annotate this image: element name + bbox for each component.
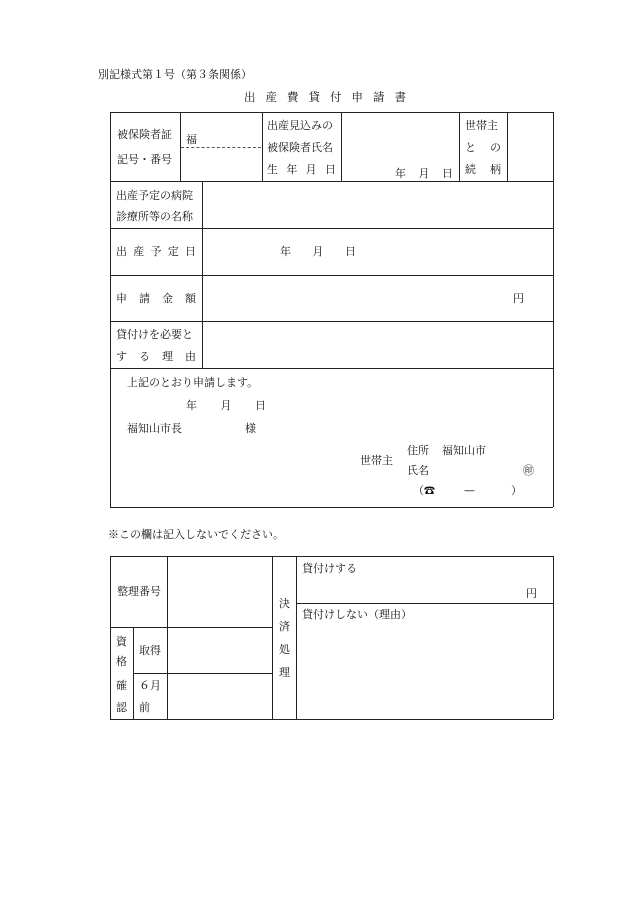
expected-label-2: 被保険者氏名	[267, 141, 333, 154]
page-title: 出産費貸付申請書	[244, 90, 416, 104]
insured-card-number-field[interactable]	[184, 150, 258, 178]
birthdate-label: 生 年 月 日	[267, 163, 336, 176]
address-value: 福知山市	[442, 444, 486, 457]
acquired-field[interactable]	[171, 631, 269, 669]
six-months-label-2: 前	[139, 701, 150, 714]
six-months-field[interactable]	[171, 677, 269, 715]
relation-label-2: と の	[465, 141, 501, 154]
addressee: 福知山市長	[127, 422, 182, 435]
no-lend-reason-field[interactable]	[302, 626, 548, 715]
reason-field[interactable]	[206, 325, 549, 365]
due-date-field[interactable]: 年 月 日	[280, 245, 356, 258]
hospital-label-1: 出産予定の病院	[116, 189, 193, 202]
relation-field[interactable]	[510, 116, 550, 178]
amount-label: 申 請 金 額	[116, 292, 196, 305]
reg-number-label: 整理番号	[117, 585, 161, 598]
amount-field[interactable]	[206, 280, 506, 318]
decision-char-4: 理	[279, 666, 290, 679]
expected-label-1: 出産見込みの	[267, 119, 333, 132]
decision-char-2: 済	[279, 620, 290, 633]
hospital-label-2: 診療所等の名称	[116, 210, 193, 223]
eligibility-char-3: 確	[116, 679, 127, 692]
declaration-text: 上記のとおり申請します。	[127, 376, 259, 389]
addressee-honorific: 様	[245, 422, 256, 435]
phone-open: （☎	[413, 484, 435, 497]
relation-label-1: 世帯主	[465, 119, 498, 132]
form-reference: 別記様式第１号（第３条関係）	[98, 68, 252, 81]
address-label: 住所	[407, 444, 429, 457]
eligibility-char-1: 資	[116, 635, 127, 648]
phone-dash: —	[464, 484, 475, 497]
six-months-label: ６月	[139, 679, 161, 692]
no-lend-label: 貸付けしない（理由）	[302, 608, 412, 621]
lend-label: 貸付けする	[302, 562, 357, 575]
seal-mark: ㊞	[523, 464, 534, 477]
reg-number-field[interactable]	[171, 560, 269, 624]
hospital-name-field[interactable]	[206, 185, 549, 225]
insured-card-label: 被保険者証	[117, 128, 172, 141]
householder-label: 世帯主	[360, 454, 393, 467]
lend-unit: 円	[526, 587, 537, 600]
eligibility-char-2: 格	[116, 655, 127, 668]
name-label: 氏名	[407, 464, 429, 477]
insured-card-sublabel: 記号・番号	[117, 153, 172, 166]
reason-label-2: す る 理 由	[116, 350, 196, 363]
birthdate-field[interactable]: 年 月 日	[395, 167, 453, 180]
phone-close: ）	[511, 484, 522, 497]
expected-name-field[interactable]	[346, 117, 454, 163]
acquired-label: 取得	[139, 644, 161, 657]
decision-char-1: 決	[279, 597, 290, 610]
eligibility-char-4: 認	[116, 701, 127, 714]
insured-card-prefix: 福	[186, 133, 197, 146]
due-date-label: 出 産 予 定 日	[116, 245, 196, 258]
office-use-note: ※この欄は記入しないでください。	[108, 528, 284, 541]
application-date-field[interactable]: 年 月 日	[186, 399, 266, 412]
reason-label-1: 貸付けを必要と	[116, 328, 193, 341]
relation-label-3: 続 柄	[465, 163, 501, 176]
amount-unit: 円	[513, 292, 524, 305]
decision-char-3: 処	[279, 643, 290, 656]
householder-name-field[interactable]	[442, 462, 522, 478]
lend-amount-field[interactable]	[302, 583, 520, 600]
